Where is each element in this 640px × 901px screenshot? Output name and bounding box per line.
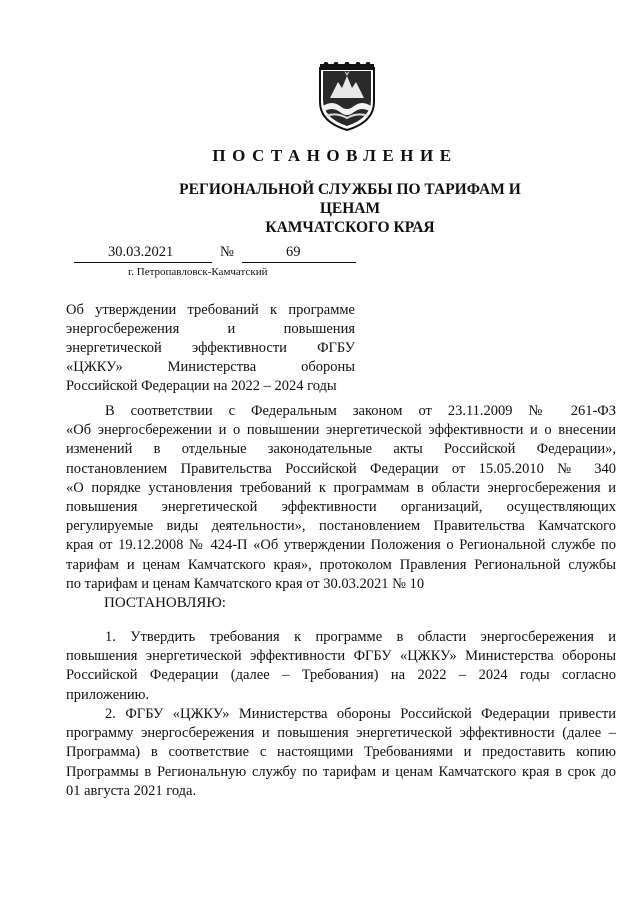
preamble-line: тарифам и ценам Камчатского края», протоколом Правления Региональной службы [66, 556, 616, 573]
preamble-line: изменений в отдельные законодательные акты Российской Федерации», [66, 441, 616, 458]
item-line: Программы в Региональную службу по тарифам и ценам Камчатского края в срок до [66, 763, 616, 780]
preamble-paragraph [66, 402, 616, 594]
preamble-line: края от 19.12.2008 № 424-П «Об утверждении Положения о Региональной службе по [66, 537, 616, 554]
preamble-line: «О порядке установления требований к программам в области энергосбережения и [66, 479, 616, 496]
issuing-agency [150, 180, 550, 237]
item-line: программу энергосбережения и повышения энергетической эффективности (далее – [66, 725, 616, 742]
item-line: приложению. [66, 686, 150, 703]
subject-line: «ЦЖКУ» Министерства обороны [66, 359, 355, 375]
subject-line: Об утверждении требований к программе [66, 302, 355, 318]
item-line: Программа) в соответствие с настоящими Требованиями и предоставить копию [66, 744, 616, 761]
agency-line-1: РЕГИОНАЛЬНОЙ СЛУЖБЫ ПО ТАРИФАМ И ЦЕНАМ [179, 181, 521, 217]
preamble-line: «Об энергосбережении и о повышении энергетической эффективности и о внесении [66, 422, 616, 439]
preamble-line: повышения энергетической эффективности организаций, осуществляющих [66, 499, 616, 516]
subject-line: энергосбережения и повышения [66, 321, 355, 337]
number-sign: № [220, 244, 234, 260]
document-title: ПОСТАНОВЛЕНИЕ [212, 146, 458, 165]
item-line: 1. Утвердить требования к программе в области энергосбережения и [105, 629, 616, 645]
preamble-line: В соответствии с Федеральным законом от 23.11.2009 № 261-ФЗ [105, 403, 616, 419]
kamchatka-coat-of-arms-icon [316, 62, 378, 132]
agency-line-2: КАМЧАТСКОГО КРАЯ [265, 219, 435, 236]
preamble-line: постановлением Правительства Российской Федерации от 15.05.2010 № 340 [66, 460, 616, 477]
decree-heading: ПОСТАНОВЛЯЮ: [104, 595, 226, 611]
document-subject [66, 301, 355, 396]
decree-item-2 [66, 705, 616, 801]
number-underline [242, 262, 356, 263]
decree-item-1 [66, 628, 616, 705]
document-number: 69 [286, 244, 301, 260]
date-underline [74, 262, 212, 263]
subject-line: Российской Федерации на 2022 – 2024 годы [66, 378, 337, 394]
item-line: 2. ФГБУ «ЦЖКУ» Министерства обороны Российской Федерации привести [105, 706, 616, 722]
subject-line: энергетической эффективности ФГБУ [66, 340, 355, 356]
city-of-issue: г. Петропавловск-Камчатский [128, 266, 268, 278]
preamble-line: по тарифам и ценам Камчатского края от 30.03.2021 № 10 [66, 575, 425, 592]
item-line: Российской Федерации (далее – Требования) на 2022 – 2024 годы согласно [66, 667, 616, 684]
item-line: повышения энергетической эффективности ФГБУ «ЦЖКУ» Министерства обороны [66, 648, 616, 665]
preamble-line: регулируемые виды деятельности», постановлением Правительства Камчатского [66, 518, 616, 535]
item-line: 01 августа 2021 года. [66, 782, 197, 799]
document-date: 30.03.2021 [108, 244, 174, 260]
